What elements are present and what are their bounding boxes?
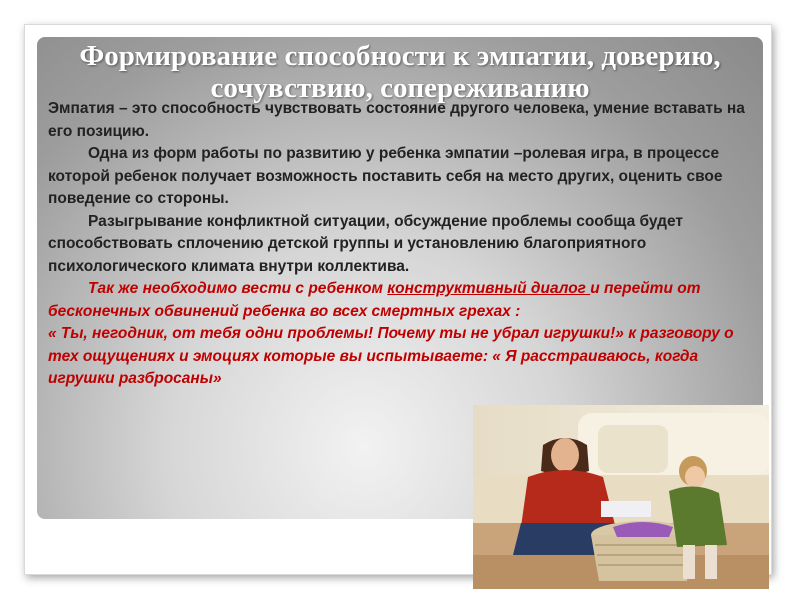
slide-title: Формирование способности к эмпатии, доверию, сочувствию, сопереживанию	[79, 40, 721, 104]
paragraph-conflict: Разыгрывание конфликтной ситуации, обсуждение проблемы сообща будет способствовать сплочению детской группы и установлению благоприятного психологического климата внутри коллектива.	[48, 212, 683, 275]
paragraph-dialog	[48, 278, 748, 323]
paragraph-quote: « Ты, негодник, от тебя одни проблемы! Почему ты не убрал игрушки!» к разговору о тех ощущениях и эмоциях которые вы испытываете: « Я расстраиваюсь, когда игрушки разбросаны»	[48, 325, 734, 387]
slide-body	[48, 98, 748, 391]
dialog-text-start: Так же необходимо вести с ребенком	[88, 280, 388, 297]
constructive-dialog-link[interactable]: конструктивный диалог	[387, 280, 591, 297]
paragraph-definition: Эмпатия – это способность чувствовать состояние другого человека, умение вставать на его позицию.	[48, 100, 745, 140]
paragraph-role-play: Одна из форм работы по развитию у ребенка эмпатии –ролевая игра, в процессе которой ребенок получает возможность поставить себя на место других, оценить свое поведение со стороны.	[48, 145, 723, 207]
dialog-text-end: и перейти от бесконечных обвинений ребенка во всех смертных грехах :	[48, 280, 701, 320]
mother-child-photo	[473, 405, 769, 589]
